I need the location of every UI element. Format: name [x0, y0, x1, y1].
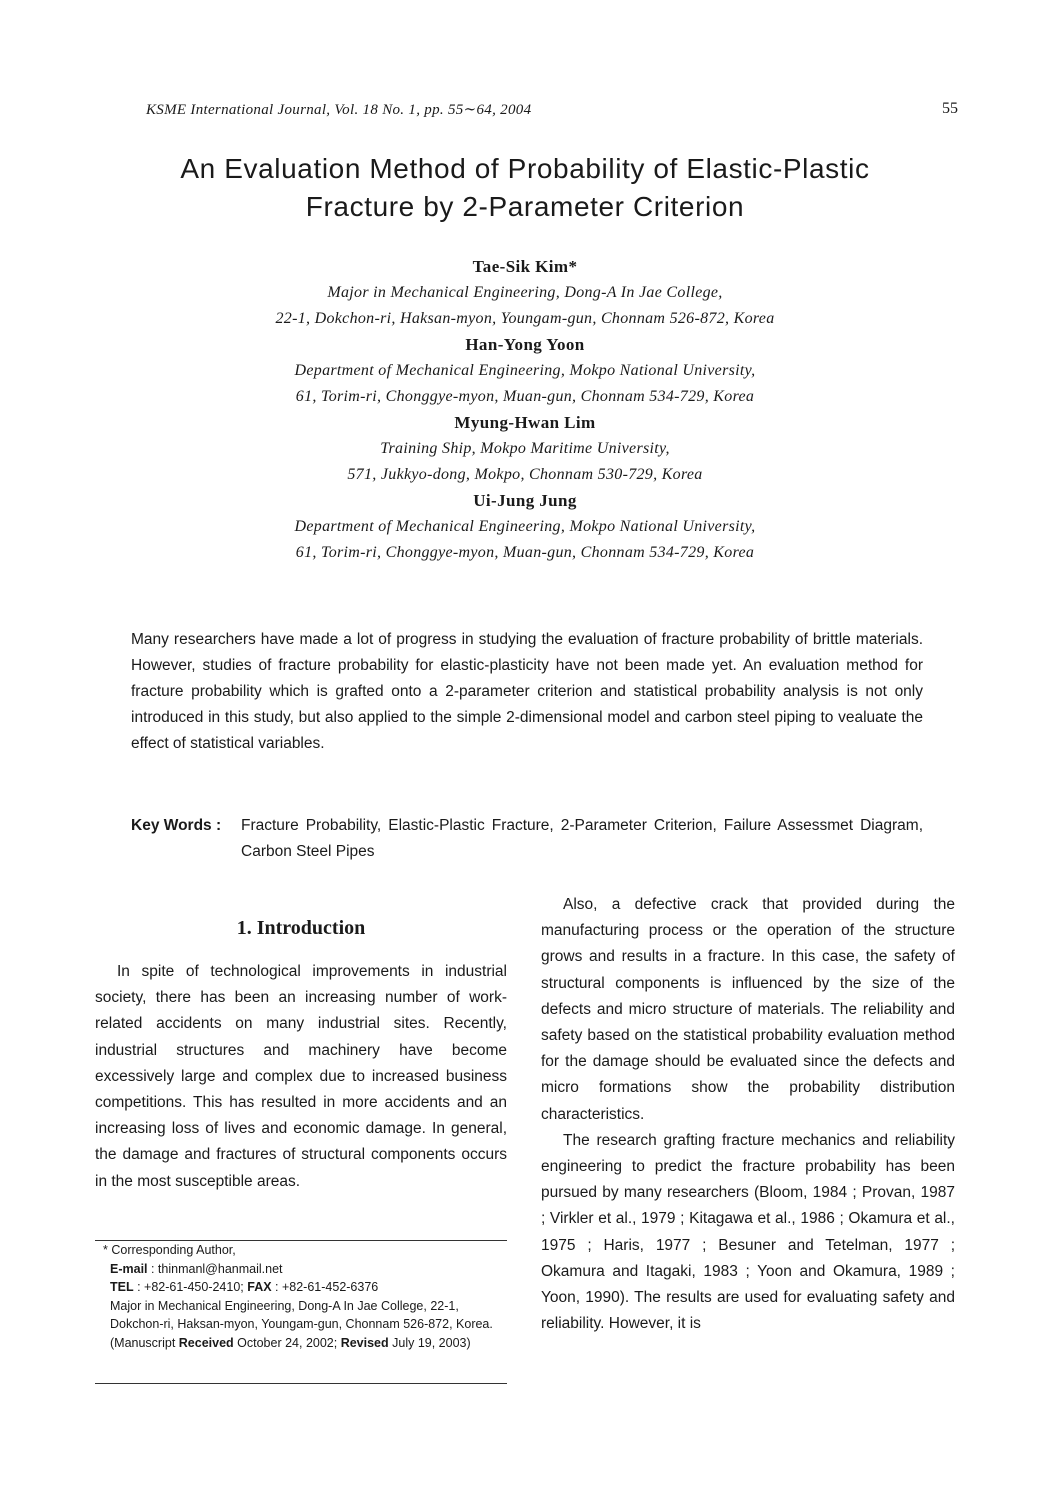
received-label: Received: [178, 1335, 234, 1350]
author-address: 61, Torim-ri, Chonggye-myon, Muan-gun, Chonnam 534-729, Korea: [295, 388, 755, 405]
paragraph: In spite of technological improvements in industrial society, there has been an increasing number of work-related accidents on many industrial sites. Recently, industrial structures and machinery have become excessively large and complex due to increased business competitions. This has resulted in more accidents and an increasing loss of lives and economic damage. In general, the damage and fractures of structural components occurs in the most susceptible areas.: [95, 963, 507, 1190]
author-block: [0, 254, 1050, 566]
received-date: October 24, 2002;: [233, 1335, 341, 1350]
tel-number: : +82-61-450-2410;: [133, 1280, 244, 1294]
author-affiliation: Major in Mechanical Engineering, Dong-A In Jae College,: [327, 284, 723, 301]
section-heading: 1. Introduction: [236, 917, 366, 939]
running-head: KSME International Journal, Vol. 18 No. 1, pp. 55∼64, 2004: [146, 102, 532, 118]
author-address: 61, Torim-ri, Chonggye-myon, Muan-gun, Chonnam 534-729, Korea: [295, 544, 755, 561]
corresponding-author-note: * Corresponding Author,: [103, 1243, 236, 1257]
footnote: [95, 1241, 507, 1352]
fax-label: FAX: [247, 1280, 272, 1294]
author-address-note: Major in Mechanical Engineering, Dong-A In Jae College, 22-1, Dokchon-ri, Haksan-myon, Youngam-gun, Chonnam 526-872, Korea. (Manuscript: [110, 1298, 493, 1350]
email-label: E-mail: [110, 1261, 148, 1276]
keywords-text: Fracture Probability, Elastic-Plastic Fracture, 2-Parameter Criterion, Failure Assessmet Diagram, Carbon Steel Pipes: [241, 817, 923, 860]
fax-number: : +82-61-452-6376: [271, 1280, 379, 1294]
paragraph: Also, a defective crack that provided during the manufacturing process or the operation of the structure grows and results in a fracture. In this case, the safety of structural components is influenced by the size of the defects and micro structure of materials. The reliability and safety based on the statistical probability evaluation method for the damage should be evaluated since the defects and micro formations show the probability distribution characteristics.: [541, 896, 955, 1123]
author-name: Han-Yong Yoon: [465, 335, 585, 354]
email-line: [95, 1260, 507, 1279]
right-column: [541, 892, 955, 1337]
keywords-label: Key Words :: [131, 817, 222, 834]
author-affiliation: Training Ship, Mokpo Maritime University,: [380, 440, 670, 457]
manuscript-note: [95, 1297, 507, 1353]
author-name: Ui-Jung Jung: [473, 491, 577, 510]
title-line-2: Fracture by 2-Parameter Criterion: [305, 191, 745, 222]
phone-line: [95, 1278, 507, 1297]
revised-date: July 19, 2003): [388, 1335, 471, 1350]
author-affiliation: Department of Mechanical Engineering, Mokpo National University,: [294, 518, 756, 535]
paper-title: [0, 150, 1050, 226]
author-address: 22-1, Dokchon-ri, Haksan-myon, Youngam-gun, Chonnam 526-872, Korea: [275, 310, 775, 327]
footnote-end-divider: [95, 1383, 507, 1384]
page-number: 55: [942, 100, 958, 117]
author-name: Myung-Hwan Lim: [454, 413, 596, 432]
paragraph: The research grafting fracture mechanics and reliability engineering to predict the fracture probability has been pursued by many researchers (Bloom, 1984 ; Provan, 1987 ; Virkler et al., 1979 ; Kitagawa et al., 1986 ; Okamura et al., 1975 ; Haris, 1977 ; Besuner and Tetelman, 1977 ; Okamura and Itagaki, 1983 ; Yoon and Okamura, 1989 ; Yoon, 1990). The results are used for evaluating safety and reliability. However, it is: [541, 1131, 955, 1333]
author-address: 571, Jukkyo-dong, Mokpo, Chonnam 530-729, Korea: [347, 466, 703, 483]
left-column: [95, 905, 507, 1195]
author-name: Tae-Sik Kim*: [472, 257, 578, 276]
title-line-1: An Evaluation Method of Probability of Elastic-Plastic: [180, 153, 870, 184]
email-address: : thinmanl@hanmail.net: [147, 1261, 283, 1276]
abstract: Many researchers have made a lot of progress in studying the evaluation of fracture probability of brittle materials. However, studies of fracture probability for elastic-plasticity have not been made yet. An evaluation method for fracture probability which is grafted onto a 2-parameter criterion and statistical probability analysis is not only introduced in this study, but also applied to the simple 2-dimensional model and carbon steel piping to vealuate the effect of statistical variables.: [131, 631, 923, 752]
author-affiliation: Department of Mechanical Engineering, Mokpo National University,: [294, 362, 756, 379]
revised-label: Revised: [340, 1335, 389, 1350]
tel-label: TEL: [110, 1280, 134, 1294]
